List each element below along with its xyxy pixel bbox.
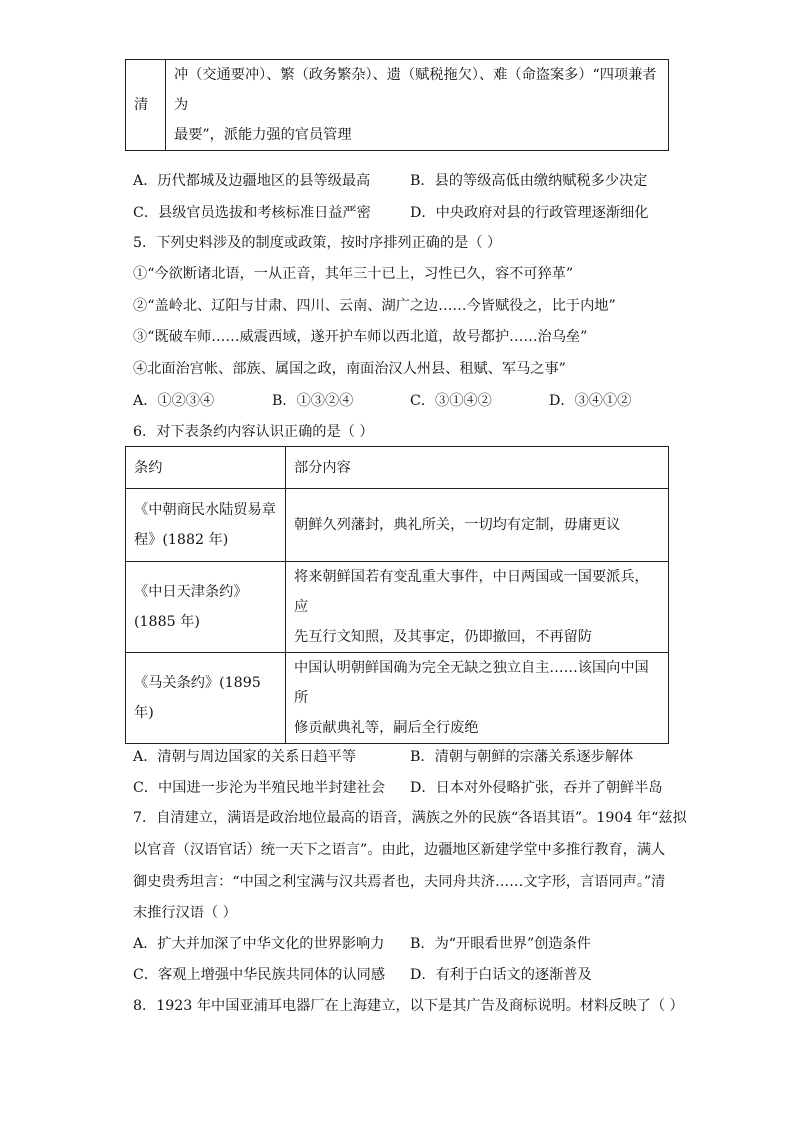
treaty-name-line2: (1885 年) [134,614,200,630]
q8-stem: 8．1923 年中国亚浦耳电器厂在上海建立，以下是其广告及商标说明。材料反映了（ ） [133,998,684,1014]
q5-option-b: B．①③②④ [272,393,354,409]
q5-item-2: ②“盖岭北、辽阳与甘肃、四川、云南、湖广之边……今皆赋役之，比于内地” [133,298,616,314]
q7-option-d: D．有利于白话文的逐渐普及 [410,967,592,983]
treaty-name-line1: 《马关条约》(1895 年) [134,675,261,721]
treaty-content-line1: 朝鲜久列藩封，典礼所关，一切均有定制，毋庸更议 [294,517,621,533]
treaty-content-line1: 中国认明朝鲜国确为完全无缺之独立自主……该国向中国所 [294,660,649,706]
q6-stem: 6．对下表条约内容认识正确的是（ ） [133,424,374,440]
treaty-name-line1: 《中日天津条约》 [134,584,248,600]
q5-option-c: C．③①④② [410,393,492,409]
q6-option-c: C．中国进一步沦为半殖民地半封建社会 [133,780,386,796]
q7-stem-line2: 以官音（汉语官话）统一天下之语言”。由此，边疆地区新建学堂中多推行教育，满人 [133,842,666,858]
treaty-header-treaty: 条约 [126,447,286,489]
q6-option-d: D．日本对外侵略扩张，吞并了朝鲜半岛 [410,780,663,796]
q5-stem: 5．下列史料涉及的制度或政策，按时序排列正确的是（ ） [133,235,502,251]
q7-option-c: C．客观上增强中华民族共同体的认同感 [133,967,386,983]
treaty-content-cell [286,562,669,653]
treaty-content-cell [286,489,669,562]
treaty-content-line1: 将来朝鲜国若有变乱重大事件，中日两国或一国要派兵，应 [294,569,649,615]
q5-item-4: ④北面治宫帐、部族、属国之政，南面治汉人州县、租赋、军马之事” [133,361,566,377]
table-row [126,653,669,744]
q5-item-1: ①“今欲断诸北语，一从正音，其年三十已上，习性已久，容不可猝革” [133,266,574,282]
treaty-content-line2: 先互行文知照，及其事定，仍即撤回，不再留防 [294,629,592,645]
dynasty-content-cell [166,60,669,151]
treaty-name-cell [126,653,286,744]
q5-option-d: D．③④①② [549,393,632,409]
q7-option-b: B．为“开眼看世界”创造条件 [410,936,591,952]
dynasty-content-line1: 冲（交通要冲）、繁（政务繁杂）、遗（赋税拖欠）、难（命盗案多）“四项兼者为 [174,67,657,113]
table-row [126,489,669,562]
dynasty-table [125,59,669,151]
treaty-name-cell [126,489,286,562]
dynasty-cell: 清 [126,60,166,151]
treaty-name-line1: 《中朝商民水陆贸易章 [134,502,276,518]
table-row [126,562,669,653]
treaty-name-cell [126,562,286,653]
q7-stem-line1: 7．自清建立，满语是政治地位最高的语音，满族之外的民族“各语其语”。1904 年“兹拟 [133,810,687,826]
treaty-header-content: 部分内容 [286,447,669,489]
q4-option-c: C．县级官员选拔和考核标准日益严密 [133,205,371,221]
q7-option-a: A．扩大并加深了中华文化的世界影响力 [133,936,385,952]
q7-stem-line3: 御史贵秀坦言：“中国之利宝满与汉共焉者也，夫同舟共济……文字形，言语同声。”清 [133,874,666,890]
q4-option-a: A．历代都城及边疆地区的县等级最高 [133,173,371,189]
q5-item-3: ③“既破车师……威震西域，遂开护车师以西北道，故号都护……治乌垒” [133,329,588,345]
treaty-table [125,446,669,744]
treaty-content-line2: 修贡献典礼等，嗣后全行废绝 [294,720,479,736]
q4-option-b: B．县的等级高低由缴纳赋税多少决定 [410,173,648,189]
q6-option-b: B．清朝与朝鲜的宗藩关系逐步解体 [410,749,634,765]
treaty-name-line2: 程》(1882 年) [134,532,229,548]
treaty-content-cell [286,653,669,744]
q4-option-d: D．中央政府对县的行政管理逐渐细化 [410,205,649,221]
q5-option-a: A．①②③④ [133,393,215,409]
q7-stem-line4: 末推行汉语（ ） [133,905,237,921]
dynasty-content-line2: 最要”，派能力强的官员管理 [174,127,352,143]
q6-option-a: A．清朝与周边国家的关系日趋平等 [133,749,357,765]
